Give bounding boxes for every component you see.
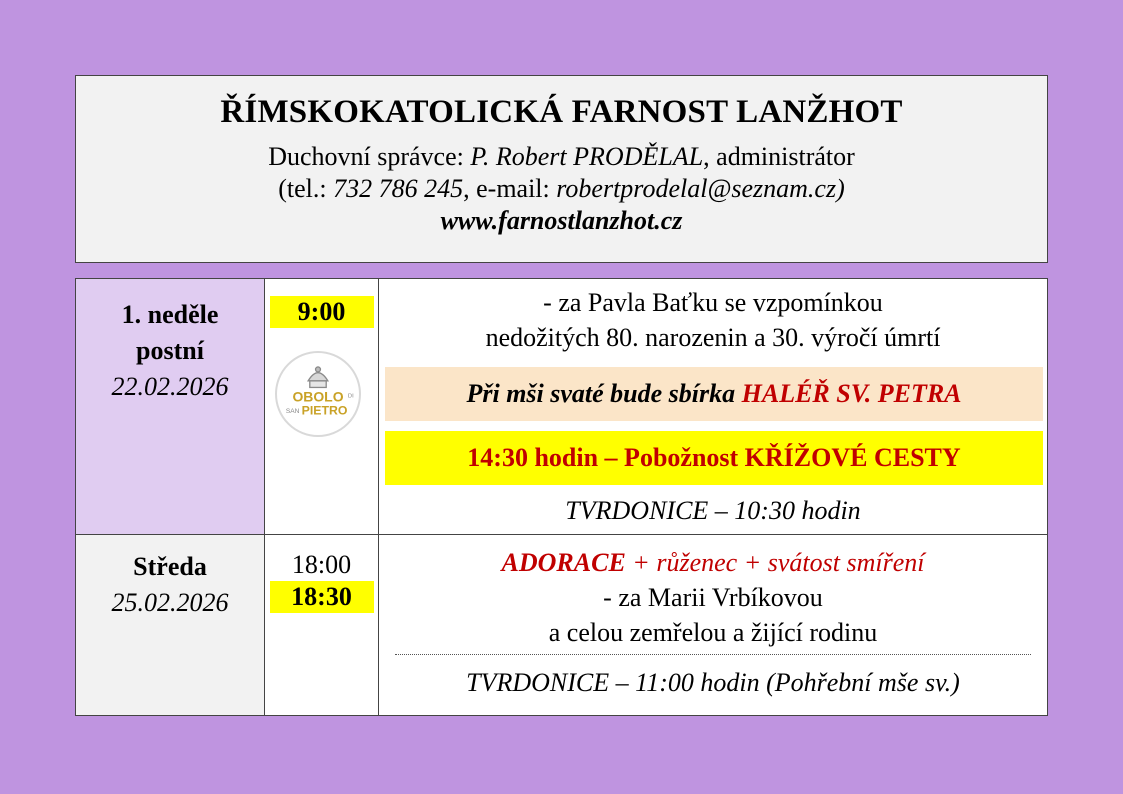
contact-line — [76, 173, 1047, 205]
logo-text-pietro: PIETRO — [301, 403, 348, 418]
parish-header — [75, 75, 1048, 263]
intention-line-2: nedožitých 80. narozenin a 30. výročí úmrtí — [485, 323, 941, 352]
tel-value: 732 786 245 — [333, 174, 464, 203]
parish-title: ŘÍMSKOKATOLICKÁ FARNOST LANŽHOT — [220, 94, 903, 130]
day-cell — [76, 279, 265, 534]
schedule-row-wednesday — [76, 535, 1047, 715]
mass-time-highlight: 9:00 — [270, 296, 374, 328]
logo-text-di: DI — [347, 393, 354, 400]
spravce-label: Duchovní správce: — [268, 142, 471, 171]
day-date: 25.02.2026 — [111, 588, 229, 617]
day-date: 22.02.2026 — [111, 372, 229, 401]
email-link[interactable]: robertprodelal@seznam.cz) — [556, 174, 845, 203]
adoration-line — [379, 545, 1047, 580]
spravce-line — [76, 141, 1047, 173]
tel-label: (tel.: — [278, 174, 334, 203]
intention-cell — [379, 535, 1047, 715]
adoration-time: 18:00 — [291, 550, 352, 579]
collection-name: HALÉŘ SV. PETRA — [741, 379, 962, 408]
day-name-line2: postní — [136, 336, 204, 365]
dotted-divider — [395, 654, 1031, 655]
intention-cell — [379, 279, 1047, 534]
logo-text-san: SAN — [285, 407, 300, 415]
intention-line: - za Marii Vrbíkovou — [603, 583, 823, 612]
schedule-row-sunday — [76, 279, 1047, 535]
day-cell — [76, 535, 265, 715]
spravce-role: , administrátor — [703, 142, 855, 171]
collection-notice — [385, 367, 1043, 421]
collection-text: Při mši svaté bude sbírka — [466, 379, 742, 408]
tvrdonice-mass-time: TVRDONICE – 11:00 hodin (Pohřební mše sv.) — [466, 668, 960, 697]
email-label: , e-mail: — [463, 174, 557, 203]
time-cell — [265, 535, 379, 715]
spravce-name: P. Robert PRODĚLAL — [470, 142, 704, 171]
website-link[interactable]: www.farnostlanzhot.cz — [440, 206, 683, 235]
mass-time-highlight: 18:30 — [270, 581, 374, 613]
obolo-di-san-pietro-logo — [275, 351, 361, 437]
obolo-logo-icon — [277, 353, 359, 435]
adoration-label: ADORACE — [501, 548, 626, 577]
day-name: Středa — [133, 552, 207, 581]
tvrdonice-mass-time: TVRDONICE – 10:30 hodin — [565, 496, 861, 525]
intention-line: - za Pavla Baťku se vzpomínkou — [543, 288, 883, 317]
stations-of-cross-notice: 14:30 hodin – Pobožnost KŘÍŽOVÉ CESTY — [385, 431, 1043, 485]
time-cell — [265, 279, 379, 534]
mass-schedule-table — [75, 278, 1048, 716]
day-name: 1. neděle — [121, 300, 219, 329]
intention-line-2: a celou zemřelou a žijící rodinu — [548, 618, 878, 647]
adoration-rest: + růženec + svátost smíření — [625, 548, 925, 577]
logo-text-obolo: OBOLO — [292, 388, 344, 405]
